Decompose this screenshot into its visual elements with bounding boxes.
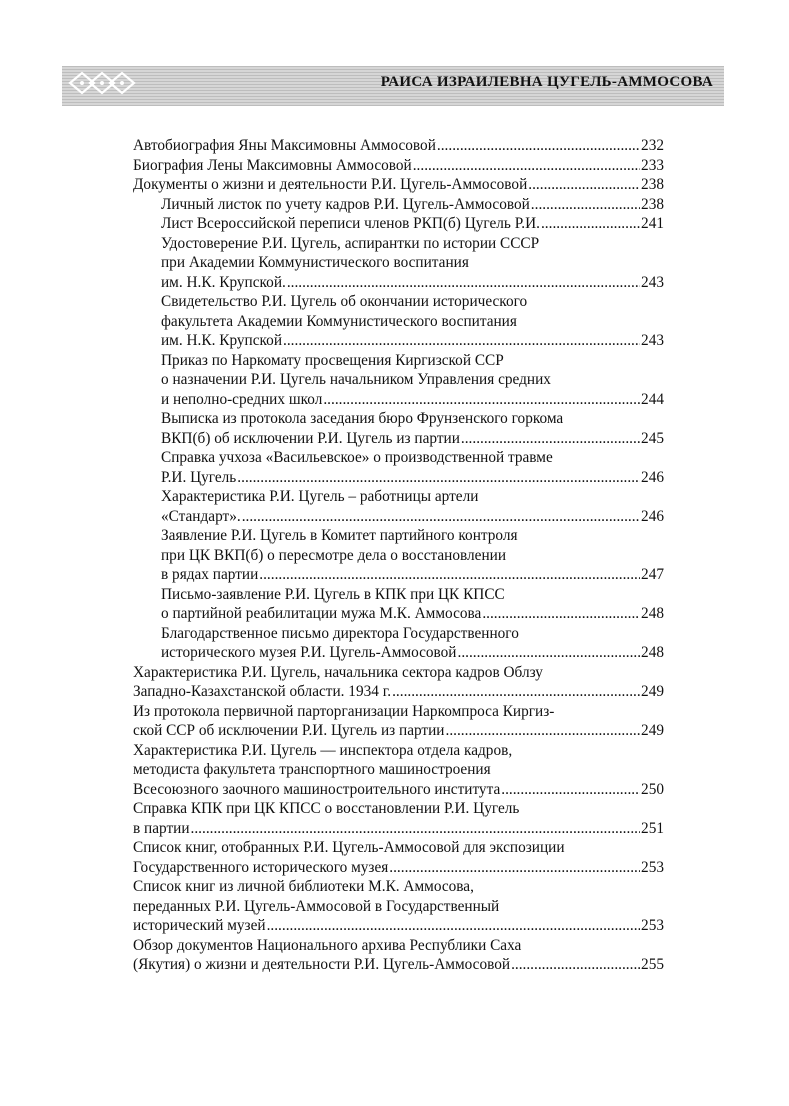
toc-page-number: 238 [641, 195, 664, 213]
toc-entry-line: Справка учхоза «Васильевское» о производственной травме [161, 449, 553, 466]
toc-entry-title: Всесоюзного заочного машиностроительного института [133, 780, 501, 798]
dot-leader [389, 858, 640, 878]
toc-entry [133, 136, 664, 156]
toc-page-number: 243 [641, 332, 664, 349]
toc-entry-line: Приказ по Наркомату просвещения Киргизской ССР [161, 351, 504, 369]
dot-leader [482, 604, 640, 624]
toc-page-number: 232 [641, 137, 664, 154]
toc-entry [133, 799, 664, 838]
toc-page-number: 249 [641, 683, 664, 700]
toc-entry-line: Характеристика Р.И. Цугель – работницы артели [161, 488, 479, 505]
toc-entry-line: Список книг из личной библиотеки М.К. Аммосова, [133, 878, 474, 895]
toc-entry-line: Список книг, отобранных Р.И. Цугель-Аммосовой для экспозиции [133, 839, 565, 856]
dot-leader [259, 565, 640, 585]
toc-entry [133, 526, 664, 585]
dot-leader [287, 273, 640, 293]
toc-entry-line: при ЦК ВКП(б) о пересмотре дела о восстановлении [161, 546, 507, 564]
toc-entry [133, 936, 664, 975]
dot-leader [437, 136, 640, 156]
toc-entry [133, 838, 664, 877]
dot-leader [501, 780, 640, 800]
toc-entry [133, 487, 664, 526]
toc-entry-title: Лист Всероссийской переписи членов РКП(б) Цугель Р.И. [161, 215, 540, 232]
toc-entry-line: Свидетельство Р.И. Цугель об окончании исторического [161, 293, 528, 310]
dot-leader [458, 643, 641, 663]
dot-leader [413, 156, 640, 176]
toc-entry-line: Справка КПК при ЦК КПСС о восстановлении Р.И. Цугель [133, 800, 520, 817]
dot-leader [392, 682, 640, 702]
toc-page-number: 243 [641, 273, 664, 291]
dot-leader [191, 819, 641, 839]
toc-entry [133, 214, 664, 234]
dot-leader [283, 331, 640, 351]
toc-entry-title: ВКП(б) об исключении Р.И. Цугель из партии [161, 429, 460, 447]
toc-entry-line: Обзор документов Национального архива Республики Саха [133, 936, 522, 954]
dot-leader [267, 916, 640, 936]
toc-entry-title: в рядах партии [161, 566, 259, 583]
toc-entry [133, 624, 664, 663]
toc-entry [133, 351, 664, 410]
dot-leader [237, 468, 640, 488]
toc-entry [133, 448, 664, 487]
toc-entry-line: Характеристика Р.И. Цугель — инспектора отдела кадров, [133, 741, 513, 759]
toc-page-number: 255 [641, 956, 664, 973]
toc-entry-line: методиста факультета транспортного машиностроения [133, 761, 491, 778]
toc-entry-title: Автобиография Яны Максимовны Аммосовой [133, 137, 436, 154]
toc-entry-line: Заявление Р.И. Цугель в Комитет партийного контроля [161, 527, 518, 544]
toc-entry [133, 409, 664, 448]
toc-page-number: 246 [641, 468, 664, 486]
toc-entry-title: о партийной реабилитации мужа М.К. Аммосова [161, 605, 482, 622]
toc-entry-line: Удостоверение Р.И. Цугель, аспирантки по истории СССР [161, 234, 540, 252]
toc-page-number: 253 [641, 917, 664, 934]
toc-entry-title: им. Н.К. Крупской [161, 332, 283, 349]
toc-page-number: 244 [641, 390, 664, 408]
toc-entry-line: Выписка из протокола заседания бюро Фрунзенского горкома [161, 410, 564, 427]
toc-entry-line: Из протокола первичной парторганизации Наркомпроса Киргиз- [133, 702, 555, 720]
toc-entry-title: ской ССР об исключении Р.И. Цугель из партии [133, 722, 445, 739]
toc-entry-title: Р.И. Цугель [161, 468, 237, 486]
toc-entry-title: и неполно-средних школ [161, 390, 323, 408]
toc-entry-line: факультета Академии Коммунистического воспитания [161, 312, 517, 330]
toc-entry-title: исторический музей [133, 917, 266, 934]
toc-entry-line: о назначении Р.И. Цугель начальником Управления средних [161, 371, 551, 388]
running-header-title: РАИСА ИЗРАИЛЕВНА ЦУГЕЛЬ-АММОСОВА [380, 74, 713, 90]
toc-entry-title: Личный листок по учету кадров Р.И. Цугель-Аммосовой [161, 195, 530, 213]
dot-leader [528, 175, 640, 195]
toc-entry-line: Письмо-заявление Р.И. Цугель в КПК при ЦК КПСС [161, 585, 505, 603]
toc-entry-title: в партии [133, 819, 190, 837]
dot-leader [531, 195, 640, 215]
dot-leader [323, 390, 640, 410]
toc-entry [133, 585, 664, 624]
toc-entry [133, 741, 664, 800]
dot-leader [461, 429, 640, 449]
toc-entry [133, 877, 664, 936]
toc-entry-title: Государственного исторического музея [133, 858, 389, 876]
toc-entry-title: «Стандарт». [161, 507, 241, 525]
toc-entry-line: Благодарственное письмо директора Государственного [161, 624, 519, 642]
toc-entry [133, 702, 664, 741]
toc-entry [133, 663, 664, 702]
toc-entry-line: переданных Р.И. Цугель-Аммосовой в Государственный [133, 897, 500, 915]
toc-page-number: 248 [641, 644, 664, 661]
toc-entry [133, 234, 664, 293]
toc-entry [133, 156, 664, 176]
toc-page-number: 233 [641, 156, 664, 174]
toc-entry-title: исторического музея Р.И. Цугель-Аммосовой [161, 644, 457, 661]
toc-page-number: 247 [641, 566, 664, 583]
toc-page-number: 245 [641, 429, 664, 447]
toc-entry-title: Документы о жизни и деятельности Р.И. Цугель-Аммосовой [133, 176, 528, 193]
toc-entry-title: (Якутия) о жизни и деятельности Р.И. Цугель-Аммосовой [133, 956, 511, 973]
toc-page-number: 246 [641, 507, 664, 525]
dot-leader [511, 955, 640, 975]
toc-page-number: 248 [641, 605, 664, 622]
dot-leader [242, 507, 640, 527]
toc-page-number: 250 [641, 780, 664, 798]
toc-page-number: 253 [641, 858, 664, 876]
toc-entry [133, 292, 664, 351]
table-of-contents [133, 136, 664, 975]
toc-entry-title: Западно-Казахстанской области. 1934 г. [133, 683, 392, 700]
toc-entry-title: им. Н.К. Крупской. [161, 273, 286, 291]
toc-entry [133, 175, 664, 195]
toc-entry-line: Характеристика Р.И. Цугель, начальника сектора кадров Облзу [133, 663, 543, 681]
toc-entry-title: Биография Лены Максимовны Аммосовой [133, 156, 412, 174]
toc-entry [133, 195, 664, 215]
dot-leader [541, 214, 640, 234]
toc-page-number: 251 [641, 819, 664, 837]
dot-leader [446, 721, 641, 741]
diamond-ornament-icon [66, 70, 146, 96]
toc-page-number: 241 [641, 215, 664, 232]
toc-page-number: 238 [641, 176, 664, 193]
toc-page-number: 249 [641, 722, 664, 739]
toc-entry-line: при Академии Коммунистического воспитания [161, 254, 469, 271]
